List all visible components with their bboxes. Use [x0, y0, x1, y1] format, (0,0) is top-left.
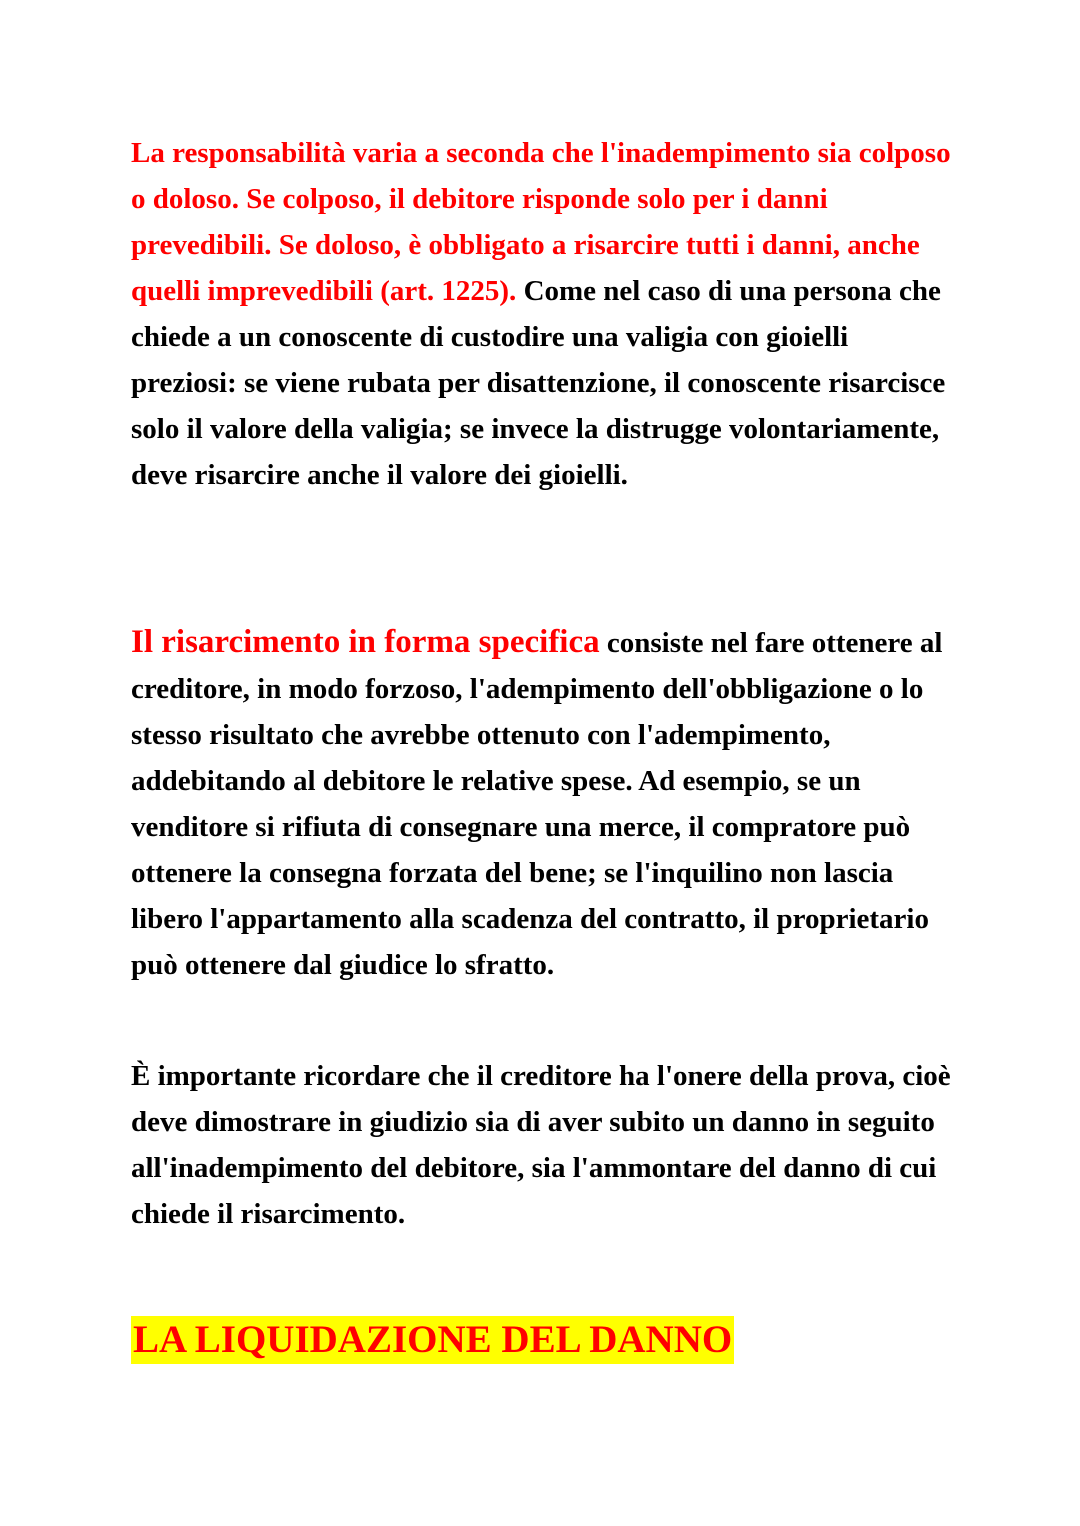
term-risarcimento-forma-specifica: Il risarcimento in forma specifica	[131, 624, 600, 660]
section-heading-liquidazione: LA LIQUIDAZIONE DEL DANNO	[131, 1316, 734, 1364]
paragraph-risarcimento-forma-specifica	[131, 619, 961, 988]
paragraph-responsabilita	[131, 130, 961, 498]
paragraph-onere-prova: È importante ricordare che il creditore ha l'onere della prova, cioè deve dimostrare in giudizio sia di aver subito un danno in seguito all'inadempimento del debitore, sia l'ammontare del danno di cui chiede il risarcimento.	[131, 1060, 951, 1230]
paragraph-responsabilita-example: Come nel caso di una persona che chiede a un conoscente di custodire una valigia con gioielli preziosi: se viene rubata per disattenzione, il conoscente risarcisce solo il valore della valigia; se invece la distrugge volontariamente, deve risarcire anche il valore dei gioielli.	[131, 275, 946, 491]
paragraph-risarcimento-text: consiste nel fare ottenere al creditore, in modo forzoso, l'adempimento dell'obbligazione o lo stesso risultato che avrebbe ottenuto con l'adempimento, addebitando al debitore le relative spese. Ad esempio, se un venditore si rifiuta di consegnare una merce, il compratore può ottenere la consegna forzata del bene; se l'inquilino non lascia libero l'appartamento alla scadenza del contratto, il proprietario può ottenere dal giudice lo sfratto.	[131, 627, 943, 981]
paragraph-responsabilita-highlight: La responsabilità varia a seconda che l'inadempimento sia colposo o doloso. Se colposo, il debitore risponde solo per i danni prevedibili. Se doloso, è obbligato a risarcire tutti i danni, anche quelli imprevedibili (art. 1225).	[131, 137, 951, 307]
